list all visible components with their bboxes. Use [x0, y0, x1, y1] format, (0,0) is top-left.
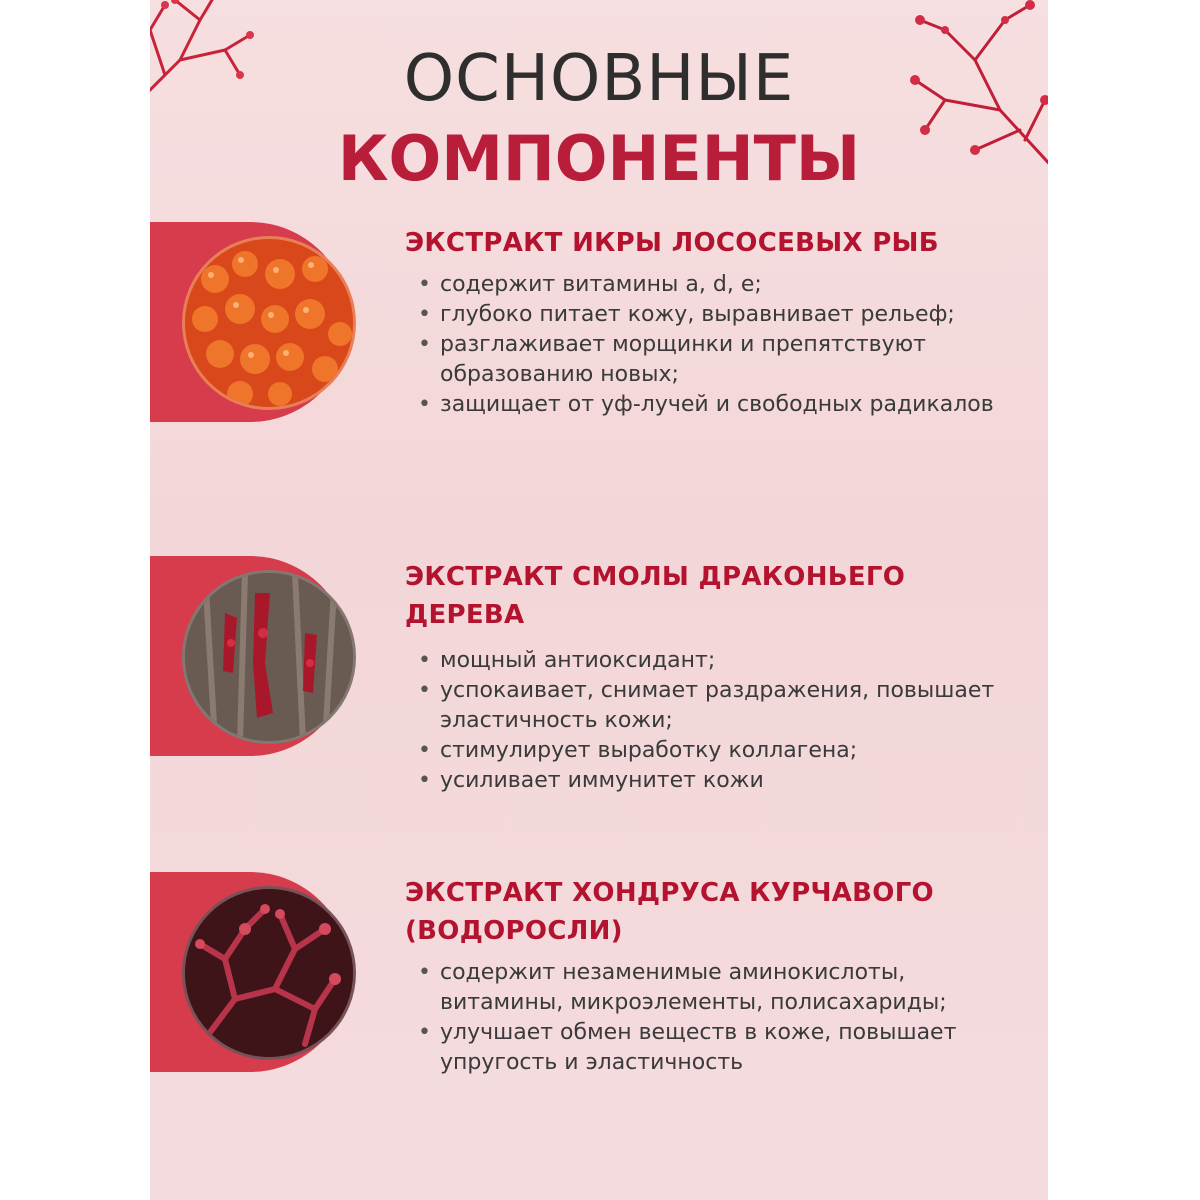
- bullet-item: • усиливает иммунитет кожи: [418, 766, 1018, 796]
- dragon-tree-resin-photo: [182, 570, 356, 744]
- bullet-item: • разглаживает морщинки и препятствуют образованию новых;: [418, 330, 1018, 390]
- component-title: ЭКСТРАКТ СМОЛЫ ДРАКОНЬЕГО ДЕРЕВА: [405, 562, 906, 630]
- bullet-item: • успокаивает, снимает раздражения, повышает эластичность кожи;: [418, 676, 1018, 736]
- component-bullets: [418, 270, 1018, 420]
- bullet-item: • содержит незаменимые аминокислоты, витамины, микроэлементы, полисахариды;: [418, 958, 1018, 1018]
- seaweed-icon: [185, 889, 353, 1057]
- bullet-item: • мощный антиоксидант;: [418, 646, 1018, 676]
- caviar-icon: [185, 239, 353, 407]
- bullet-item: • улучшает обмен веществ в коже, повышает упругость и эластичность: [418, 1018, 1018, 1078]
- component-title: ЭКСТРАКТ ХОНДРУСА КУРЧАВОГО (ВОДОРОСЛИ): [405, 878, 934, 946]
- seaweed-photo: [182, 886, 356, 1060]
- component-title: ЭКСТРАКТ ИКРЫ ЛОСОСЕВЫХ РЫБ: [405, 228, 939, 258]
- page-title-line2: КОМПОНЕНТЫ: [337, 122, 861, 195]
- poster: [150, 0, 1048, 1200]
- page-title-line1: ОСНОВНЫЕ: [403, 42, 795, 116]
- bullet-item: • стимулирует выработку коллагена;: [418, 736, 1018, 766]
- bullet-item: • защищает от уф-лучей и свободных радикалов: [418, 390, 1018, 420]
- component-bullets: [418, 646, 1018, 796]
- salmon-caviar-photo: [182, 236, 356, 410]
- bullet-item: • содержит витамины a, d, e;: [418, 270, 1018, 300]
- resin-icon: [185, 573, 353, 741]
- component-bullets: [418, 958, 1018, 1078]
- bullet-item: • глубоко питает кожу, выравнивает рельеф;: [418, 300, 1018, 330]
